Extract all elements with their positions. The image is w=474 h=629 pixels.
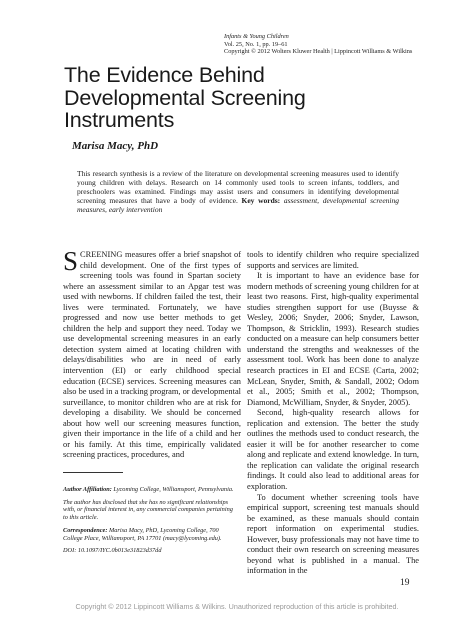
doi-note: DOI: 10.1097/IYC.0b013e31823d37dd <box>63 547 162 555</box>
title-line-2: Developmental Screening <box>64 85 306 110</box>
affiliation-label: Author Affiliation: <box>63 486 112 493</box>
paragraph: Second, high-quality research allows for replication and extension. The better the study outlines the methods used to conduct research, the easier it will be for another researcher to come along and replicate and extend knowledge. In turn, the replication can validate the original research findings. It could also lead to additional areas for exploration. <box>247 408 419 492</box>
abstract-text: This research synthesis is a review of the literature on developmental screening measures used to identify young children with delays. Research on 14 commonly used tools to screen infants, toddlers, and preschoolers was examined. Findings may assist users and consumers in identifying developmental screening measures that have a body of evidence. <box>77 169 399 206</box>
correspondence-note <box>63 527 235 542</box>
paragraph: To document whether screening tools have empirical support, screening test manuals should be examined, as these manuals should contain report information on experimental studies. However, busy professionals may not have time to conduct their own research on screening measures beyond what is published in a manual. The information in the <box>247 492 419 576</box>
page-number: 19 <box>400 578 410 588</box>
paragraph: It is important to have an evidence base for modern methods of screening young children for at least two reasons. First, high-quality experimental studies strengthen support for use (Buysse & Wesley, 2006; Snyder, 2006; Snyder, Lawson, Thompson, & Stricklin, 1993). Research studies conducted on a measure can help consumers better understand the strengths and weaknesses of the assessment tool. Work has been done to analyze research practices in EI and ECSE (Carta, 2002; McLean, Snyder, Smith, & Sandall, 2002; Odom et al., 2005; Smith et al., 2002; Thompson, Diamond, McWilliam, Snyder, & Snyder, 2005). <box>247 271 419 407</box>
disclosure-note: The author has disclosed that she has no significant relationships with, or financial interest in, any commercial companies pertaining to this article. <box>63 498 233 522</box>
footnote-divider <box>63 472 123 473</box>
journal-name: Infants & Young Children <box>224 33 289 40</box>
journal-header <box>224 33 412 56</box>
abstract <box>77 169 399 214</box>
journal-volume: Vol. 25, No. 1, pp. 19–61 <box>224 40 288 48</box>
affiliation-text: Lycoming College, Williamsport, Pennsylvania. <box>113 486 234 493</box>
title-line-1: The Evidence Behind <box>64 63 265 87</box>
drop-cap: S <box>63 246 79 276</box>
journal-copyright: Copyright © 2012 Wolters Kluwer Health | Lippincott Williams & Wilkins <box>224 48 413 56</box>
correspondence-label: Correspondence: <box>63 526 108 534</box>
correspondence-text: Marisa Macy, PhD, Lycoming College, 700 College Place, Williamsport, PA 17701 (macy@lycoming.edu). <box>63 526 222 542</box>
keywords: assessment, developmental screening measures, early intervention <box>77 196 399 215</box>
copyright-footer: Copyright © 2012 Lippincott Williams & Wilkins. Unauthorized reproduction of this article is prohibited. <box>75 602 399 611</box>
author-name: Marisa Macy, PhD <box>72 140 159 152</box>
paragraph: tools to identify children who require specialized supports and services are limited. <box>247 250 419 270</box>
paragraph-text: CREENING measures offer a brief snapshot of child development. One of the first types of screening tools was found in Spartan society where an assessment similar to an Apgar test was used with newborns. If children failed the test, their lives were terminated. Fortunately, we have progressed and now use better methods to get children the help and support they need. Today we use developmental screening measures in an early detection system aimed at locating children with delays/disabilities who are in need of early intervention (EI) or early childhood special education (ECSE) services. Screening measures can also be used in a tracking program, or developmental surveillance, to monitor children who are at risk for developing a disability. We should be concerned about how well our screening measures function, given their importance in the life of a child and her or his family. At this time, empirically validated screening practices, procedures, and <box>63 250 241 460</box>
paragraph <box>63 246 241 461</box>
body-left-column <box>63 246 241 461</box>
affiliation-note <box>63 486 235 494</box>
keywords-label: Key words: <box>241 196 281 206</box>
body-right-column <box>247 250 419 577</box>
article-title <box>64 64 424 132</box>
author-notes <box>63 486 235 560</box>
title-line-3: Instruments <box>64 108 175 132</box>
